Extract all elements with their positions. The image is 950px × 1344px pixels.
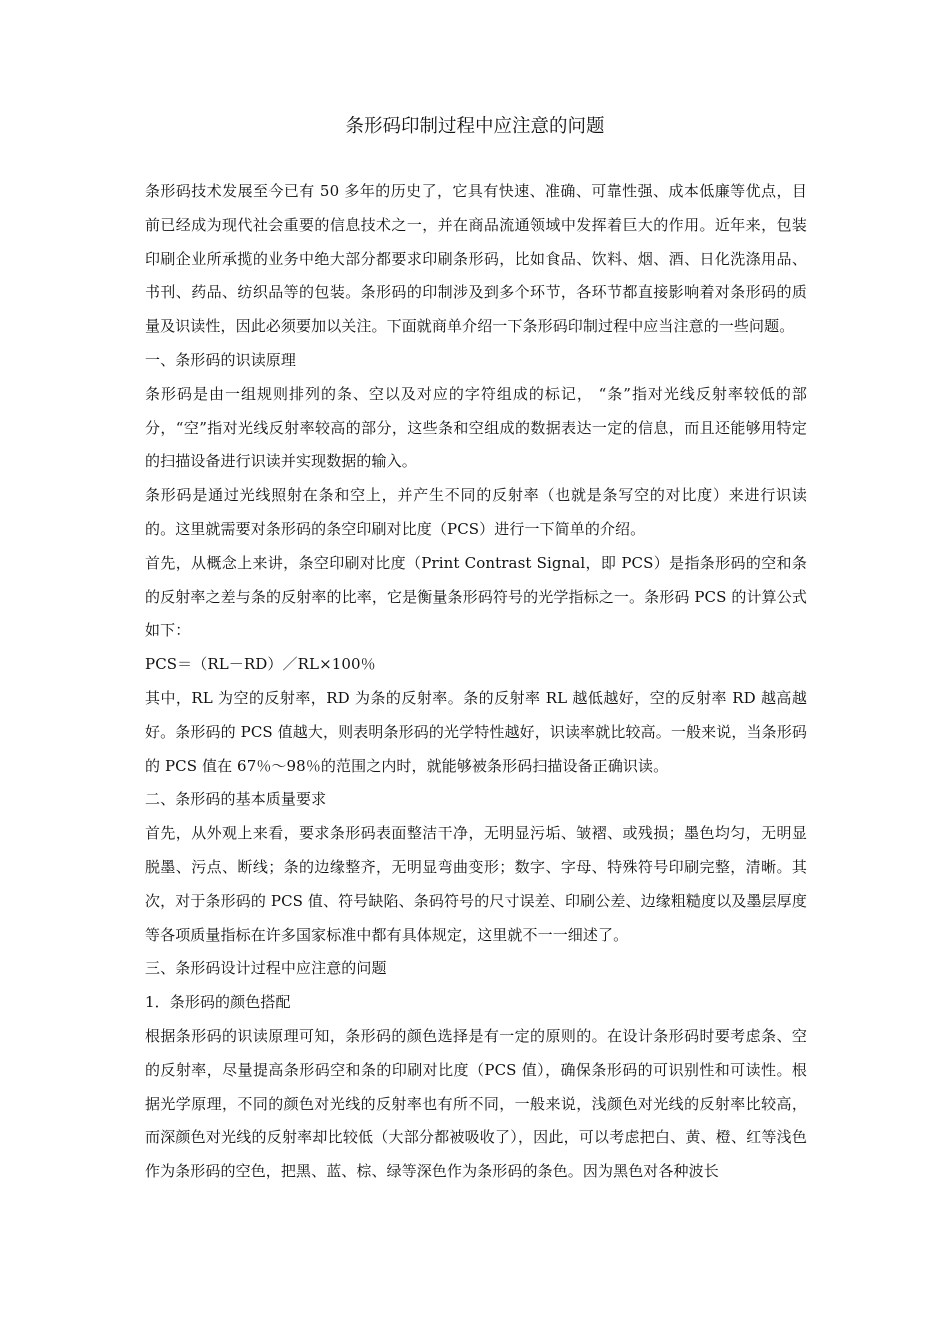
document-body: [145, 175, 807, 1189]
section-heading-3: 三、条形码设计过程中应注意的问题: [145, 959, 387, 978]
section-heading-2: 二、条形码的基本质量要求: [145, 790, 327, 809]
formula: PCS＝（RL－RD）／RL×100％: [145, 655, 376, 674]
paragraph: 条形码是由一组规则排列的条、空以及对应的字符组成的标记， “条”指对光线反射率较低的部分，“空”指对光线反射率较高的部分，这些条和空组成的数据表达一定的信息，而且还能够用特定的扫描设备进行识读并实现数据的输入。: [145, 384, 807, 471]
paragraph: 其中，RL 为空的反射率，RD 为条的反射率。条的反射率 RL 越低越好，空的反射率 RD 越高越好。条形码的 PCS 值越大，则表明条形码的光学特性越好，识读率就比较高。一般来说，当条形码的 PCS 值在 67％～98％的范围之内时，就能够被条形码扫描设备正确识读。: [145, 688, 807, 775]
paragraph: 条形码是通过光线照射在条和空上，并产生不同的反射率（也就是条写空的对比度）来进行识读的。这里就需要对条形码的条空印刷对比度（PCS）进行一下简单的介绍。: [145, 486, 807, 538]
paragraph: 根据条形码的识读原理可知，条形码的颜色选择是有一定的原则的。在设计条形码时要考虑条、空的反射率，尽量提高条形码空和条的印刷对比度（PCS 值），确保条形码的可识别性和可读性。根据光学原理，不同的颜色对光线的反射率也有所不同，一般来说，浅颜色对光线的反射率比较高，而深颜色对光线的反射率却比较低（大部分都被吸收了），因此，可以考虑把白、黄、橙、红等浅色作为条形码的空色，把黑、蓝、棕、绿等深色作为条形码的条色。因为黑色对各种波长: [145, 1026, 807, 1181]
section-heading-1: 一、条形码的识读原理: [145, 350, 297, 369]
paragraph: 首先，从概念上来讲，条空印刷对比度（Print Contrast Signal，即 PCS）是指条形码的空和条的反射率之差与条的反射率的比率，它是衡量条形码符号的光学指标之一。条形码 PCS 的计算公式如下：: [145, 553, 807, 640]
subsection-heading: 1．条形码的颜色搭配: [145, 993, 291, 1012]
paragraph-intro: 条形码技术发展至今已有 50 多年的历史了，它具有快速、准确、可靠性强、成本低廉等优点，目前已经成为现代社会重要的信息技术之一，并在商品流通领域中发挥着巨大的作用。近年来，包装印刷企业所承揽的业务中绝大部分都要求印刷条形码，比如食品、饮料、烟、酒、日化洗涤用品、书刊、药品、纺织品等的包装。条形码的印制涉及到多个环节，各环节都直接影响着对条形码的质量及识读性，因此必须要加以关注。下面就商单介绍一下条形码印制过程中应当注意的一些问题。: [145, 182, 807, 336]
document-title: 条形码印制过程中应注意的问题: [345, 116, 605, 137]
paragraph: 首先，从外观上来看，要求条形码表面整洁干净，无明显污垢、皱褶、或残损；墨色均匀，无明显脱墨、污点、断线；条的边缘整齐，无明显弯曲变形；数字、字母、特殊符号印刷完整，清晰。其次，对于条形码的 PCS 值、符号缺陷、条码符号的尺寸误差、印刷公差、边缘粗糙度以及墨层厚度等各项质量指标在许多国家标准中都有具体规定，这里就不一一细述了。: [145, 824, 807, 944]
